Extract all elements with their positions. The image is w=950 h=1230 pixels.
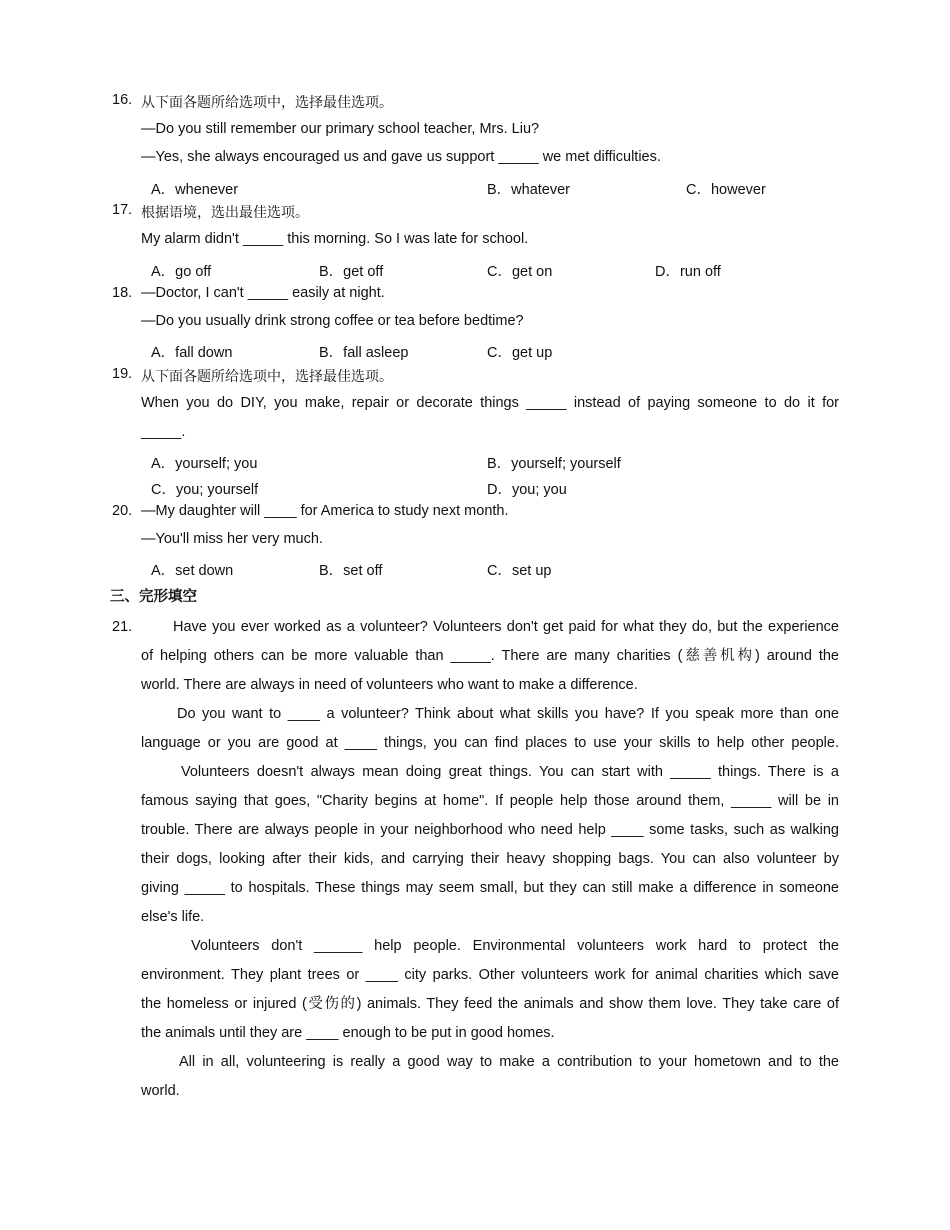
- question-20-number: 20.: [112, 503, 133, 519]
- question-17-option-d[interactable]: D．run off: [655, 264, 721, 280]
- question-18-line-1: —Doctor, I can't _____ easily at night.: [141, 285, 385, 301]
- question-17-option-a[interactable]: A．go off: [151, 264, 212, 280]
- question-16-option-b[interactable]: B．whatever: [487, 182, 571, 198]
- passage-line: All in all, volunteering is really a good way to make a contribution to your hometown and to the: [179, 1054, 839, 1070]
- cloze-passage: [141, 613, 839, 1106]
- question-18-option-a[interactable]: A．fall down: [151, 345, 233, 361]
- passage-line: Do you want to ____ a volunteer? Think about what skills you have? If you speak more than one: [177, 706, 839, 722]
- question-18-option-b[interactable]: B．fall asleep: [319, 345, 409, 361]
- question-17-instruction: 根据语境，选出最佳选项。: [141, 205, 309, 221]
- question-16-option-c[interactable]: C．however: [686, 182, 766, 198]
- passage-line: the homeless or injured (受伤的) animals. They feed the animals and show them love. They take care of: [141, 996, 839, 1012]
- question-19-option-d[interactable]: D．you; you: [487, 482, 567, 498]
- passage-line: famous saying that goes, "Charity begins at home". If people help those around them, _____ will be in: [141, 793, 839, 809]
- question-19-line-1: When you do DIY, you make, repair or decorate things _____ instead of paying someone to do it for: [141, 395, 839, 411]
- passage-line: Volunteers don't ______ help people. Environmental volunteers work hard to protect the: [191, 938, 839, 954]
- question-19-instruction: 从下面各题所给选项中，选择最佳选项。: [141, 369, 393, 385]
- passage-line: language or you are good at ____ things, you can find places to use your skills to help other people.: [141, 735, 839, 751]
- passage-line: Have you ever worked as a volunteer? Volunteers don't get paid for what they do, but the experience: [173, 619, 839, 635]
- passage-line: else's life.: [141, 909, 205, 925]
- question-20-line-2: —You'll miss her very much.: [141, 531, 323, 547]
- question-17-option-c[interactable]: C．get on: [487, 264, 553, 280]
- passage-line: their dogs, looking after their kids, and carrying their heavy shopping bags. You can also volunteer by: [141, 851, 839, 867]
- question-16-line-2: —Yes, she always encouraged us and gave us support _____ we met difficulties.: [141, 149, 661, 165]
- question-20-option-b[interactable]: B．set off: [319, 563, 383, 579]
- passage-line: environment. They plant trees or ____ city parks. Other volunteers work for animal charities which save: [141, 967, 839, 983]
- question-17-number: 17.: [112, 202, 133, 218]
- question-19-option-c[interactable]: C．you; yourself: [151, 482, 259, 498]
- question-20-option-c[interactable]: C．set up: [487, 563, 552, 579]
- passage-line: of helping others can be more valuable than _____. There are many charities (慈善机构) around the: [141, 648, 839, 664]
- passage-line: trouble. There are always people in your neighborhood who need help ____ some tasks, such as walking: [141, 822, 839, 838]
- question-19-number: 19.: [112, 366, 133, 382]
- passage-line: the animals until they are ____ enough to be put in good homes.: [141, 1025, 555, 1041]
- question-19-option-a[interactable]: A．yourself; you: [151, 456, 258, 472]
- question-21-number: 21.: [112, 619, 133, 635]
- question-19-line-2: _____.: [141, 424, 186, 440]
- question-20-line-1: —My daughter will ____ for America to study next month.: [141, 503, 509, 519]
- question-17-line-1: My alarm didn't _____ this morning. So I was late for school.: [141, 231, 529, 247]
- section-heading-cloze: 三、完形填空: [110, 588, 197, 605]
- question-16-number: 16.: [112, 92, 133, 108]
- question-17-option-b[interactable]: B．get off: [319, 264, 384, 280]
- question-18-option-c[interactable]: C．get up: [487, 345, 553, 361]
- question-16-line-1: —Do you still remember our primary school teacher, Mrs. Liu?: [141, 121, 540, 137]
- passage-line: world. There are always in need of volunteers who want to make a difference.: [141, 677, 638, 693]
- question-19-option-b[interactable]: B．yourself; yourself: [487, 456, 621, 472]
- passage-line: world.: [141, 1083, 180, 1099]
- question-18-number: 18.: [112, 285, 133, 301]
- question-20-option-a[interactable]: A．set down: [151, 563, 234, 579]
- question-18-line-2: —Do you usually drink strong coffee or tea before bedtime?: [141, 313, 524, 329]
- question-16-option-a[interactable]: A．whenever: [151, 182, 239, 198]
- passage-line: Volunteers doesn't always mean doing great things. You can start with _____ things. There is a: [181, 764, 839, 780]
- passage-line: giving _____ to hospitals. These things may seem small, but they can still make a difference in someone: [141, 880, 839, 896]
- question-16-instruction: 从下面各题所给选项中，选择最佳选项。: [141, 95, 393, 111]
